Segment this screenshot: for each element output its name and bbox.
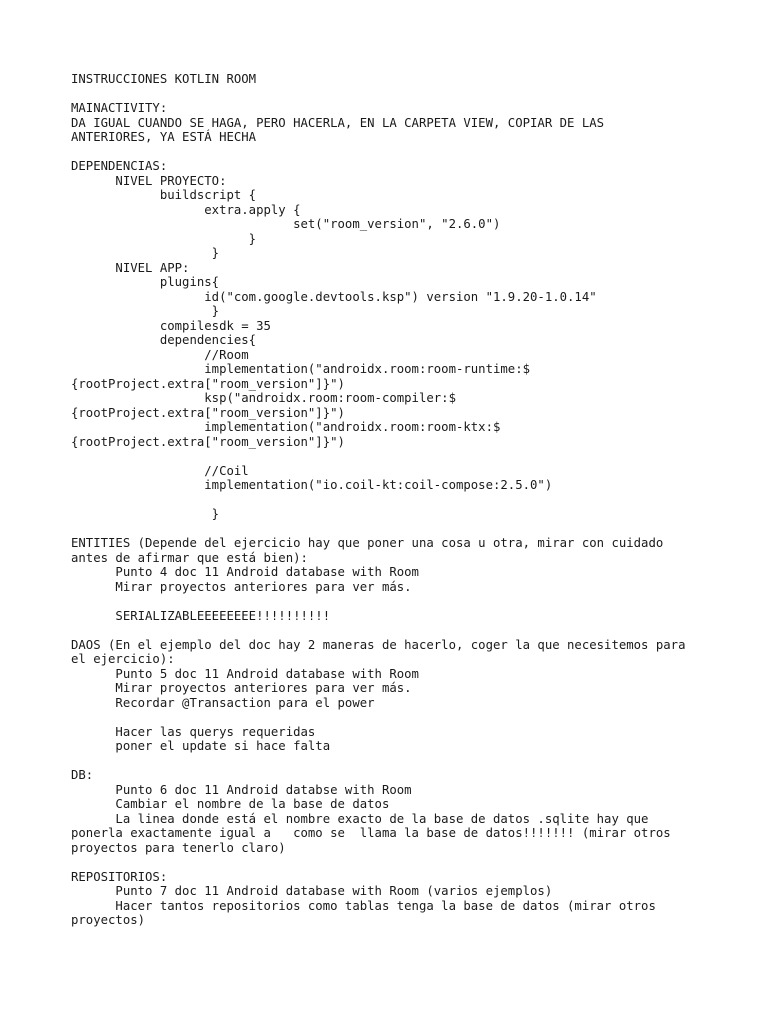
document-line: poner el update si hace falta [71, 739, 331, 753]
document-line: } [71, 231, 257, 246]
blank-line [71, 493, 751, 508]
document-line: ponerla exactamente igual a como se llama la base de datos!!!!!!! (mirar otros [71, 826, 671, 840]
blank-line [71, 710, 751, 725]
document-line: proyectos) [71, 913, 146, 927]
document-line: {rootProject.extra["room_version"]}") [71, 405, 345, 420]
document-line: } [71, 246, 220, 260]
blank-line [71, 145, 751, 160]
document-line: Recordar @Transaction para el power [71, 695, 375, 710]
document-line: compilesdk = 35 [71, 318, 271, 333]
document-line: Punto 4 doc 11 Android database with Room [71, 565, 419, 579]
blank-line [71, 449, 751, 464]
document-line: id("com.google.devtools.ksp") version "1.9.20-1.0.14" [71, 289, 597, 304]
document-line: DAOS (En el ejemplo del doc hay 2 maneras de hacerlo, coger la que necesitemos para [71, 637, 686, 652]
document-line: plugins{ [71, 275, 220, 289]
document-line: MAINACTIVITY: [71, 101, 168, 115]
document-line: } [71, 304, 220, 318]
blank-line [71, 855, 751, 870]
blank-line [71, 623, 751, 638]
document-line: Cambiar el nombre de la base de datos [71, 797, 390, 811]
document-line: INSTRUCCIONES KOTLIN ROOM [71, 72, 257, 86]
blank-line [71, 594, 751, 609]
document-line: Punto 7 doc 11 Android database with Room (varios ejemplos) [71, 884, 553, 898]
document-body [71, 72, 751, 928]
document-line: antes de afirmar que está bien): [71, 550, 308, 565]
document-line: buildscript { [71, 188, 257, 202]
document-line: } [71, 507, 220, 521]
document-line: DB: [71, 768, 94, 782]
document-line: NIVEL APP: [71, 260, 190, 275]
document-line: //Room [71, 347, 249, 362]
document-line: REPOSITORIOS: [71, 869, 168, 884]
blank-line [71, 87, 751, 102]
blank-line [71, 754, 751, 769]
document-line: implementation("androidx.room:room-ktx:$ [71, 420, 501, 434]
document-line: DA IGUAL CUANDO SE HAGA, PERO HACERLA, EN LA CARPETA VIEW, COPIAR DE LAS [71, 115, 605, 130]
document-line: {rootProject.extra["room_version"]}") [71, 434, 345, 449]
document-line: proyectos para tenerlo claro) [71, 840, 286, 855]
document-line: dependencies{ [71, 333, 257, 347]
document-line: Mirar proyectos anteriores para ver más. [71, 579, 412, 594]
document-line: implementation("androidx.room:room-runtime:$ [71, 362, 531, 376]
document-line: {rootProject.extra["room_version"]}") [71, 376, 345, 391]
document-line: Hacer las querys requeridas [71, 724, 316, 739]
blank-line [71, 522, 751, 537]
document-line: NIVEL PROYECTO: [71, 173, 227, 188]
document-line: ANTERIORES, YA ESTÁ HECHA [71, 130, 257, 144]
document-line: Punto 5 doc 11 Android database with Room [71, 666, 419, 681]
document-line: Mirar proyectos anteriores para ver más. [71, 681, 412, 695]
document-line: ksp("androidx.room:room-compiler:$ [71, 391, 456, 405]
document-line: Hacer tantos repositorios como tablas tenga la base de datos (mirar otros [71, 898, 656, 913]
document-line: DEPENDENCIAS: [71, 159, 168, 173]
document-line: Punto 6 doc 11 Android databse with Room [71, 782, 412, 797]
document-line: La linea donde está el nombre exacto de la base de datos .sqlite hay que [71, 811, 649, 826]
document-line: el ejercicio): [71, 652, 175, 666]
document-line: extra.apply { [71, 202, 301, 217]
document-line: SERIALIZABLEEEEEEEE!!!!!!!!!! [71, 608, 331, 623]
document-line: implementation("io.coil-kt:coil-compose:2.5.0") [71, 478, 553, 492]
document-line: //Coil [71, 463, 249, 478]
document-line: set("room_version", "2.6.0") [71, 217, 501, 231]
document-line: ENTITIES (Depende del ejercicio hay que poner una cosa u otra, mirar con cuidado [71, 536, 664, 550]
